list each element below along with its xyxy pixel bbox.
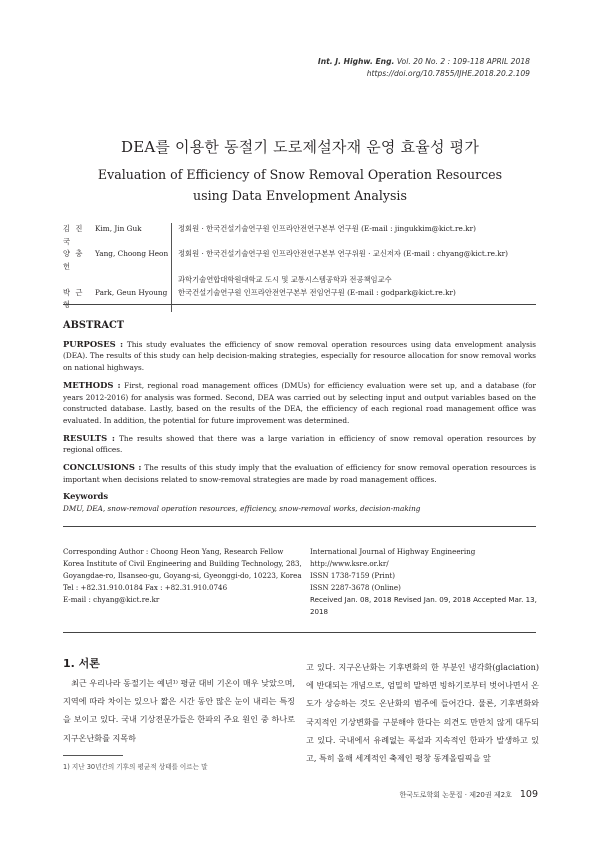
author-affiliation: 정회원 · 한국건설기술연구원 인프라안전연구본부 연구원 (E-mail : jingukkim@kict.re.kr) bbox=[178, 224, 476, 233]
author-name-ko: 양 충 헌 bbox=[63, 249, 84, 272]
section-divider bbox=[63, 632, 536, 633]
doi-link[interactable]: https://doi.org/10.7855/IJHE.2018.20.2.109 bbox=[366, 69, 530, 78]
journal-url[interactable]: http://www.ksre.or.kr/ bbox=[310, 558, 389, 568]
corresponding-author bbox=[63, 546, 303, 606]
abstract-methods bbox=[63, 380, 536, 427]
purposes-text: This study evaluates the efficiency of snow removal operation resources using data envelopment analysis (DEA). The results of this study can help decision-making strategies, especially for resource allocation for snow removal works on national highways. bbox=[63, 339, 536, 373]
author-name-ko: 김 진 국 bbox=[63, 224, 84, 246]
conclusions-label: CONCLUSIONS : bbox=[63, 462, 142, 473]
title-english-line2: using Data Envelopment Analysis bbox=[193, 188, 407, 203]
methods-label: METHODS : bbox=[63, 379, 121, 390]
author-list bbox=[63, 223, 543, 312]
author-name-ko: 박 근 형 bbox=[63, 287, 84, 310]
divider bbox=[171, 287, 178, 312]
divider bbox=[171, 248, 178, 273]
contact-line: Corresponding Author : Choong Heon Yang, Research Fellow bbox=[63, 547, 284, 556]
section-divider bbox=[63, 304, 536, 305]
author-affiliation: 한국건설기술연구원 인프라안전연구본부 전임연구원 (E-mail : godpark@kict.re.kr) bbox=[178, 287, 456, 297]
divider bbox=[171, 223, 178, 248]
purposes-label: PURPOSES : bbox=[63, 338, 124, 349]
keywords-heading: Keywords bbox=[63, 491, 109, 502]
divider bbox=[171, 274, 178, 287]
author-row bbox=[63, 287, 543, 312]
body-column-right: 고 있다. 지구온난화는 기후변화의 한 부분인 냉각화(glaciation)에 반대되는 개념으로, 엄밀히 말하면 빙하기로부터 벗어나면서 온도가 상승하는 것도 온난화의 범주에 들어간다. 물론, 기후변화와 국지적인 기상변화를 구분해야 한다는 의견도 만만치 않게 대두되고 있다. 국내에서 유례없는 폭설과 지속적인 한파가 발생하고 있고, 특히 올해 세계적인 축제인 평창 동계올림픽을 앞 bbox=[306, 662, 539, 764]
journal-header bbox=[318, 56, 530, 80]
results-text: The results showed that there was a large variation in efficiency of snow removal operation resources by regional offices. bbox=[63, 433, 536, 455]
journal-abbr: Int. J. Highw. Eng. bbox=[317, 57, 395, 66]
author-name-en: Yang, Choong Heon bbox=[95, 249, 169, 259]
issn-print: ISSN 1738-7159 (Print) bbox=[310, 570, 396, 580]
title-korean: DEA를 이용한 동절기 도로제설자재 운영 효율성 평가 bbox=[120, 138, 480, 156]
conclusions-text: The results of this study imply that the evaluation of efficiency for snow removal operation resources is important when decisions related to snow-removal strategies are made by road management offices. bbox=[63, 463, 536, 484]
journal-info bbox=[310, 546, 550, 617]
journal-name: International Journal of Highway Engineering bbox=[310, 547, 476, 556]
contact-line: Goyangdae-ro, Ilsanseo-gu, Goyang-si, Gyeonggi-do, 10223, Korea bbox=[63, 570, 302, 580]
keywords: DMU, DEA, snow-removal operation resources, efficiency, snow-removal works, decision-making bbox=[63, 504, 421, 514]
contact-email: E-mail : chyang@kict.re.kr bbox=[63, 594, 160, 604]
title-english bbox=[0, 164, 600, 206]
received-dates: Received Jan. 08, 2018 Revised Jan. 09, 2018 Accepted Mar. 13, 2018 bbox=[310, 594, 537, 616]
page-number: 109 bbox=[519, 789, 538, 800]
contact-line: Korea Institute of Civil Engineering and Building Technology, 283, bbox=[63, 558, 302, 568]
author-affiliation: 과학기술연합대학원대학교 도시 및 교통시스템공학과 전공책임교수 bbox=[178, 274, 392, 284]
abstract-heading: ABSTRACT bbox=[63, 320, 125, 331]
citation: Vol. 20 No. 2 : 109-118 APRIL 2018 bbox=[396, 57, 530, 66]
author-row bbox=[63, 223, 543, 248]
author-row bbox=[63, 274, 543, 287]
author-name-en: Kim, Jin Guk bbox=[95, 224, 142, 233]
abstract bbox=[63, 320, 536, 515]
body-column-left: 최근 우리나라 동절기는 예년¹⁾ 평균 대비 기온이 매우 낮았으며, 지역에 따라 차이는 있으나 짧은 시간 동안 많은 눈이 내리는 특징을 보이고 있다. 국내 기상전문가들은 한파의 주요 원인 중 하나로 지구온난화를 지목하 bbox=[63, 678, 295, 743]
section-title: 1. 서론 bbox=[63, 657, 100, 670]
footer-journal: 한국도로학회 논문집 · 제20권 제2호 bbox=[399, 791, 512, 799]
author-name-en bbox=[95, 274, 171, 287]
abstract-conclusions bbox=[63, 462, 536, 485]
page-footer bbox=[399, 789, 538, 800]
contact-line: Tel : +82.31.910.0184 Fax : +82.31.910.0746 bbox=[63, 582, 228, 592]
section-divider bbox=[63, 526, 536, 527]
author-row bbox=[63, 248, 543, 273]
author-name-en: Park, Geun Hyoung bbox=[95, 287, 168, 297]
footnote-rule bbox=[63, 755, 123, 756]
footnote: 1) 지난 30년간의 기후의 평균적 상태를 이르는 말 bbox=[63, 763, 208, 771]
author-name-ko bbox=[63, 274, 95, 287]
author-affiliation: 정회원 · 한국건설기술연구원 인프라안전연구본부 연구위원 · 교신저자 (E-mail : chyang@kict.re.kr) bbox=[178, 249, 508, 259]
abstract-results bbox=[63, 433, 536, 456]
methods-text: First, regional road management offices (DMUs) for efficiency evaluation were set up, and a database (for years 2012-2016) for analysis was formed. Second, DEA was carried out by selecting input and output variables based on the constructed database. Lastly, based on the results of the DEA, the efficiency of each regional road management office was evaluated. In addition, the potential for future improvement was determined. bbox=[63, 380, 537, 425]
issn-online: ISSN 2287-3678 (Online) bbox=[310, 582, 401, 592]
abstract-purposes bbox=[63, 339, 536, 374]
title-english-line1: Evaluation of Efficiency of Snow Removal Operation Resources bbox=[97, 167, 503, 182]
results-label: RESULTS : bbox=[63, 432, 115, 443]
